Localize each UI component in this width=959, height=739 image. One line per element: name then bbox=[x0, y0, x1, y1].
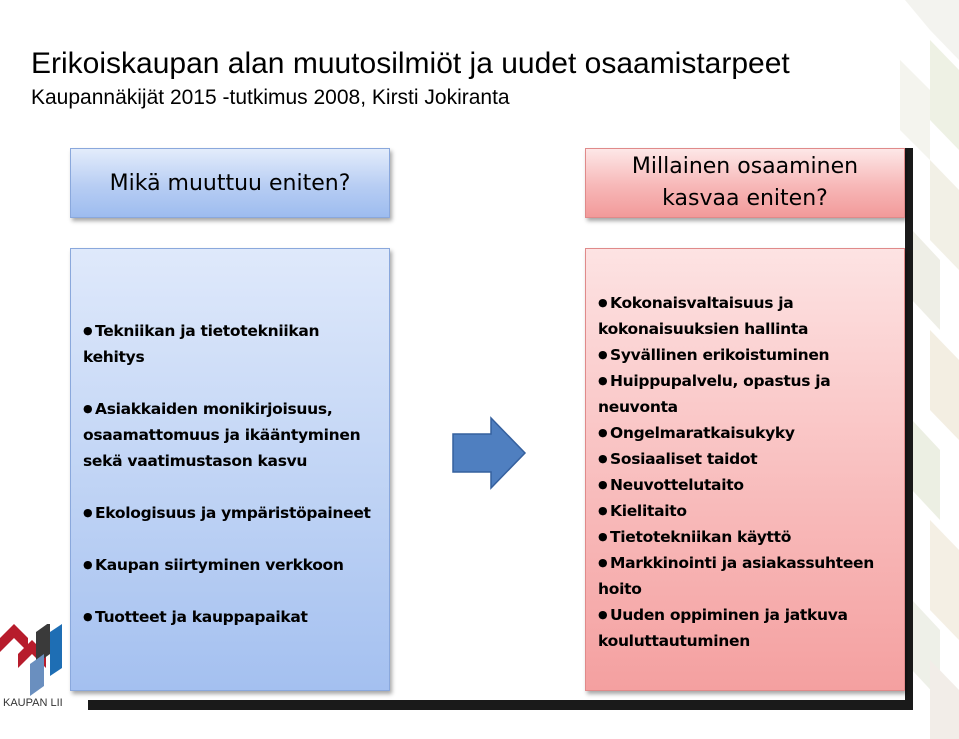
left-panel-heading-text: Mikä muuttuu eniten? bbox=[109, 170, 351, 196]
bottom-frame bbox=[88, 700, 913, 710]
list-item: ● Ongelmaratkaisukyky bbox=[598, 424, 795, 442]
right-panel-heading bbox=[585, 148, 905, 218]
slide-subtitle: Kaupannäkijät 2015 -tutkimus 2008, Kirsti Jokiranta bbox=[31, 86, 510, 109]
list-item: ● Syvällinen erikoistuminen bbox=[598, 346, 830, 364]
list-item-continuation: neuvonta bbox=[598, 398, 678, 416]
right-panel-list bbox=[598, 290, 898, 654]
left-panel-list bbox=[83, 318, 383, 630]
kaupan-liitto-logo bbox=[0, 624, 90, 696]
list-item-continuation: kouluttautuminen bbox=[598, 632, 750, 650]
list-item: ● Asiakkaiden monikirjoisuus, bbox=[83, 400, 333, 418]
list-item-continuation: kehitys bbox=[83, 348, 145, 366]
list-item: ● Ekologisuus ja ympäristöpaineet bbox=[83, 504, 371, 522]
list-item: ● Sosiaaliset taidot bbox=[598, 450, 758, 468]
slide-title: Erikoiskaupan alan muutosilmiöt ja uudet osaamistarpeet bbox=[31, 47, 790, 80]
list-item: ● Kokonaisvaltaisuus ja bbox=[598, 294, 794, 312]
list-item-continuation: kokonaisuuksien hallinta bbox=[598, 320, 809, 338]
right-arrow-icon bbox=[451, 416, 527, 490]
list-item: ● Kaupan siirtyminen verkkoon bbox=[83, 556, 344, 574]
list-item: ● Tietotekniikan käyttö bbox=[598, 528, 792, 546]
list-item: ● Tekniikan ja tietotekniikan bbox=[83, 322, 320, 340]
list-item: ● Uuden oppiminen ja jatkuva bbox=[598, 606, 848, 624]
list-item: ● Neuvottelutaito bbox=[598, 476, 744, 494]
logo-text: KAUPAN LII bbox=[3, 697, 63, 709]
list-item-continuation: osaamattomuus ja ikääntyminen bbox=[83, 426, 361, 444]
list-item-continuation: hoito bbox=[598, 580, 642, 598]
list-item-continuation: sekä vaatimustason kasvu bbox=[83, 452, 308, 470]
right-panel-heading-line1: Millainen osaaminen bbox=[631, 154, 859, 179]
list-item: ● Markkinointi ja asiakassuhteen bbox=[598, 554, 874, 572]
list-item: ● Tuotteet ja kauppapaikat bbox=[83, 608, 308, 626]
right-panel-frame bbox=[905, 148, 913, 710]
right-panel-heading-line2: kasvaa eniten? bbox=[662, 186, 828, 211]
list-item: ● Huippupalvelu, opastus ja bbox=[598, 372, 831, 390]
list-item: ● Kielitaito bbox=[598, 502, 687, 520]
left-panel-heading bbox=[70, 148, 390, 218]
